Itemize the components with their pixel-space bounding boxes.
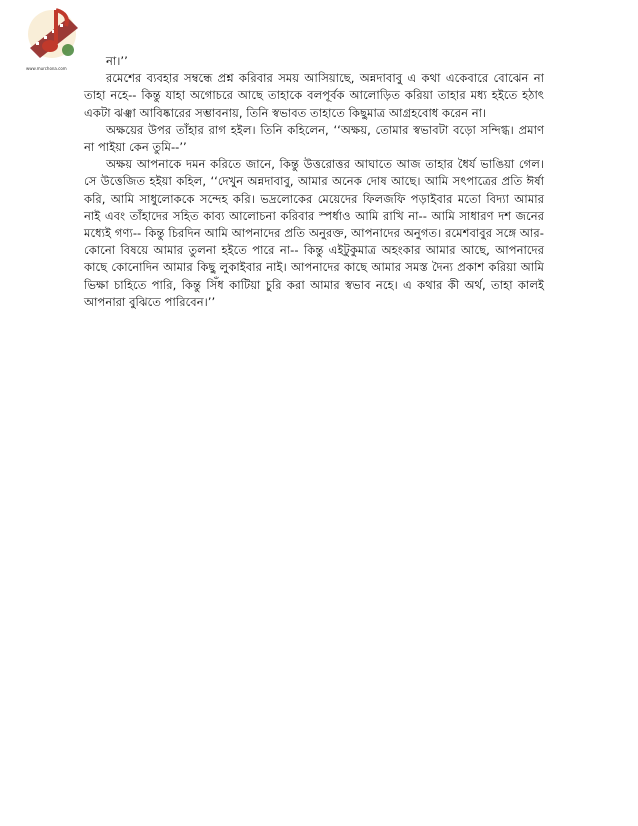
paragraph: অক্ষয়ের উপর তাঁহার রাগ হইল। তিনি কহিলেন, ‘‘অক্ষয়, তোমার স্বভাবটা বড়ো সন্দিগ্ধ। প্রমাণ না পাইয়া কেন তুমি--’’ xyxy=(84,122,544,155)
logo-caption: www.murchona.com xyxy=(26,66,67,71)
paragraph: অক্ষয় আপনাকে দমন করিতে জানে, কিন্তু উত্তরোত্তর আঘাতে আজ তাহার ধৈর্য ভাঙিয়া গেল। সে উত্তেজিত হইয়া কহিল, ‘‘দেখুন অন্নদাবাবু, আমার অনেক দোষ আছে। আমি সৎপাত্রের প্রতি ঈর্ষা করি, আমি সাধুলোককে সন্দেহ করি। ভদ্রলোকের মেয়েদের ফিলজফি পড়াইবার মতো বিদ্যা আমার নাই এবং তাঁহাদের সহিত কাব্য আলোচনা করিবার স্পর্ধাও আমি রাখি না-- আমি সাধারণ দশ জনের মধ্যেই গণ্য-- কিন্তু চিরদিন আমি আপনাদের প্রতি অনুরক্ত, আপনাদের অনুগত। রমেশবাবুর সঙ্গে আর-কোনো বিষয়ে আমার তুলনা হইতে পারে না-- কিন্তু এইটুকুমাত্র অহংকার আমার আছে, আপনাদের কাছে কোনোদিন আমার কিছু লুকাইবার নাই। আপনাদের কাছে আমার সমস্ত দৈন্য প্রকাশ করিয়া আমি ভিক্ষা চাহিতে পারি, কিন্তু সিঁধ কাটিয়া চুরি করা আমার স্বভাব নহে। এ কথার কী অর্থ, তাহা কালই আপনারা বুঝিতে পারিবেন।’’ xyxy=(84,157,544,309)
music-note-film-logo-icon xyxy=(22,4,86,68)
paragraph: না।’’ xyxy=(106,54,128,68)
document-body xyxy=(84,53,544,311)
site-logo xyxy=(22,4,86,72)
paragraph: রমেশের ব্যবহার সম্বন্ধে প্রশ্ন করিবার সময় আসিয়াছে, অন্নদাবাবু এ কথা একেবারে বোঝেন না তাহা নহে-- কিন্তু যাহা অগোচরে আছে তাহাকে বলপূর্বক আলোড়িত করিয়া তাহার মধ্য হইতে হঠাৎ একটা ঝঞ্ঝা আবিষ্কারের সম্ভাবনায়, তিনি স্বভাবত তাহাতে কিছুমাত্র আগ্রহবোধ করেন না। xyxy=(84,71,544,120)
